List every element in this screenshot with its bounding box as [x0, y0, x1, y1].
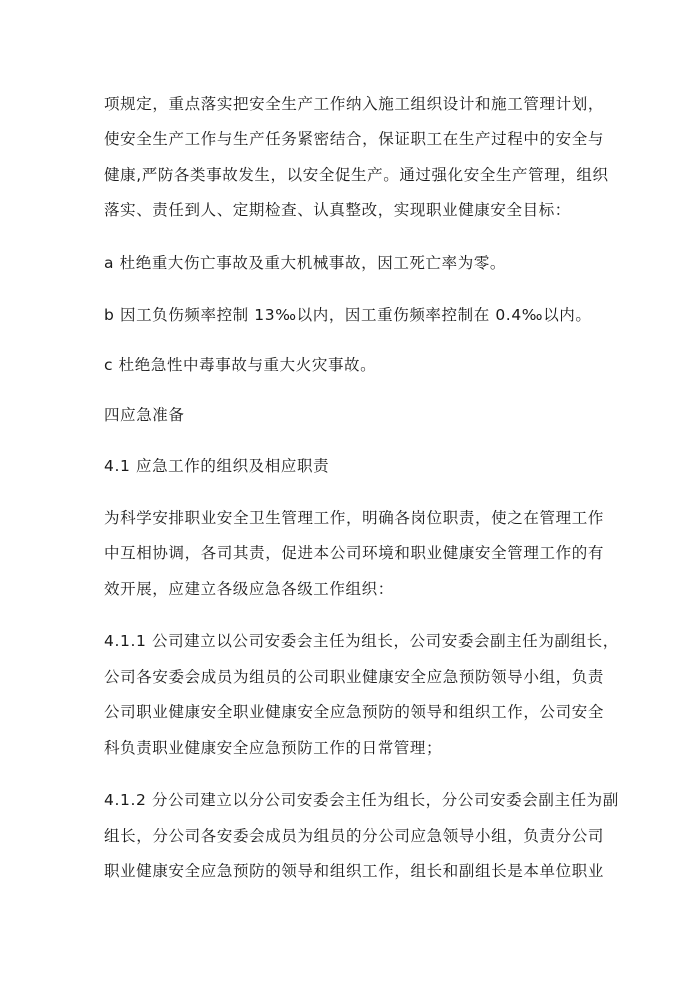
section-4-1-heading: 4.1 应急工作的组织及相应职责: [104, 457, 330, 475]
paragraph-1-line-4: 落实、责任到人、定期检查、认真整改，实现职业健康安全目标：: [104, 201, 571, 219]
paragraph-4-1-2-line-1: 4.1.2 分公司建立以分公司安委会主任为组长，分公司安委会副主任为副: [104, 791, 619, 809]
paragraph-2-line-1: 为科学安排职业安全卫生管理工作，明确各岗位职责，使之在管理工作: [104, 509, 604, 527]
paragraph-4-1-2-line-2: 组长，分公司各安委会成员为组员的分公司应急领导小组，负责分公司: [104, 827, 604, 845]
paragraph-1-line-2: 使安全生产工作与生产任务紧密结合，保证职工在生产过程中的安全与: [104, 130, 604, 148]
paragraph-2-line-2: 中互相协调，各司其责，促进本公司环境和职业健康安全管理工作的有: [104, 544, 604, 562]
paragraph-1-line-1: 项规定，重点落实把安全生产工作纳入施工组织设计和施工管理计划，: [104, 95, 604, 113]
paragraph-4-1-1-line-4: 科负责职业健康安全应急预防工作的日常管理；: [104, 739, 443, 757]
paragraph-4-1-1-line-2: 公司各安委会成员为组员的公司职业健康安全应急预防领导小组，负责: [104, 668, 604, 686]
paragraph-4-1-1-line-1: 4.1.1 公司建立以公司安委会主任为组长，公司安委会副主任为副组长，: [104, 632, 619, 650]
section-4-heading: 四应急准备: [104, 406, 185, 424]
goal-b: b 因工负伤频率控制 13‰以内，因工重伤频率控制在 0.4‰以内。: [104, 306, 592, 324]
goal-a: a 杜绝重大伤亡事故及重大机械事故，因工死亡率为零。: [104, 254, 507, 272]
paragraph-1-line-3: 健康,严防各类事故发生，以安全促生产。通过强化安全生产管理，组织: [104, 166, 609, 184]
paragraph-4-1-1-line-3: 公司职业健康安全职业健康安全应急预防的领导和组织工作，公司安全: [104, 703, 604, 721]
paragraph-2-line-3: 效开展，应建立各级应急各级工作组织：: [104, 580, 394, 598]
goal-c: c 杜绝急性中毒事故与重大火灾事故。: [104, 356, 377, 374]
paragraph-4-1-2-line-3: 职业健康安全应急预防的领导和组织工作，组长和副组长是本单位职业: [104, 862, 604, 880]
